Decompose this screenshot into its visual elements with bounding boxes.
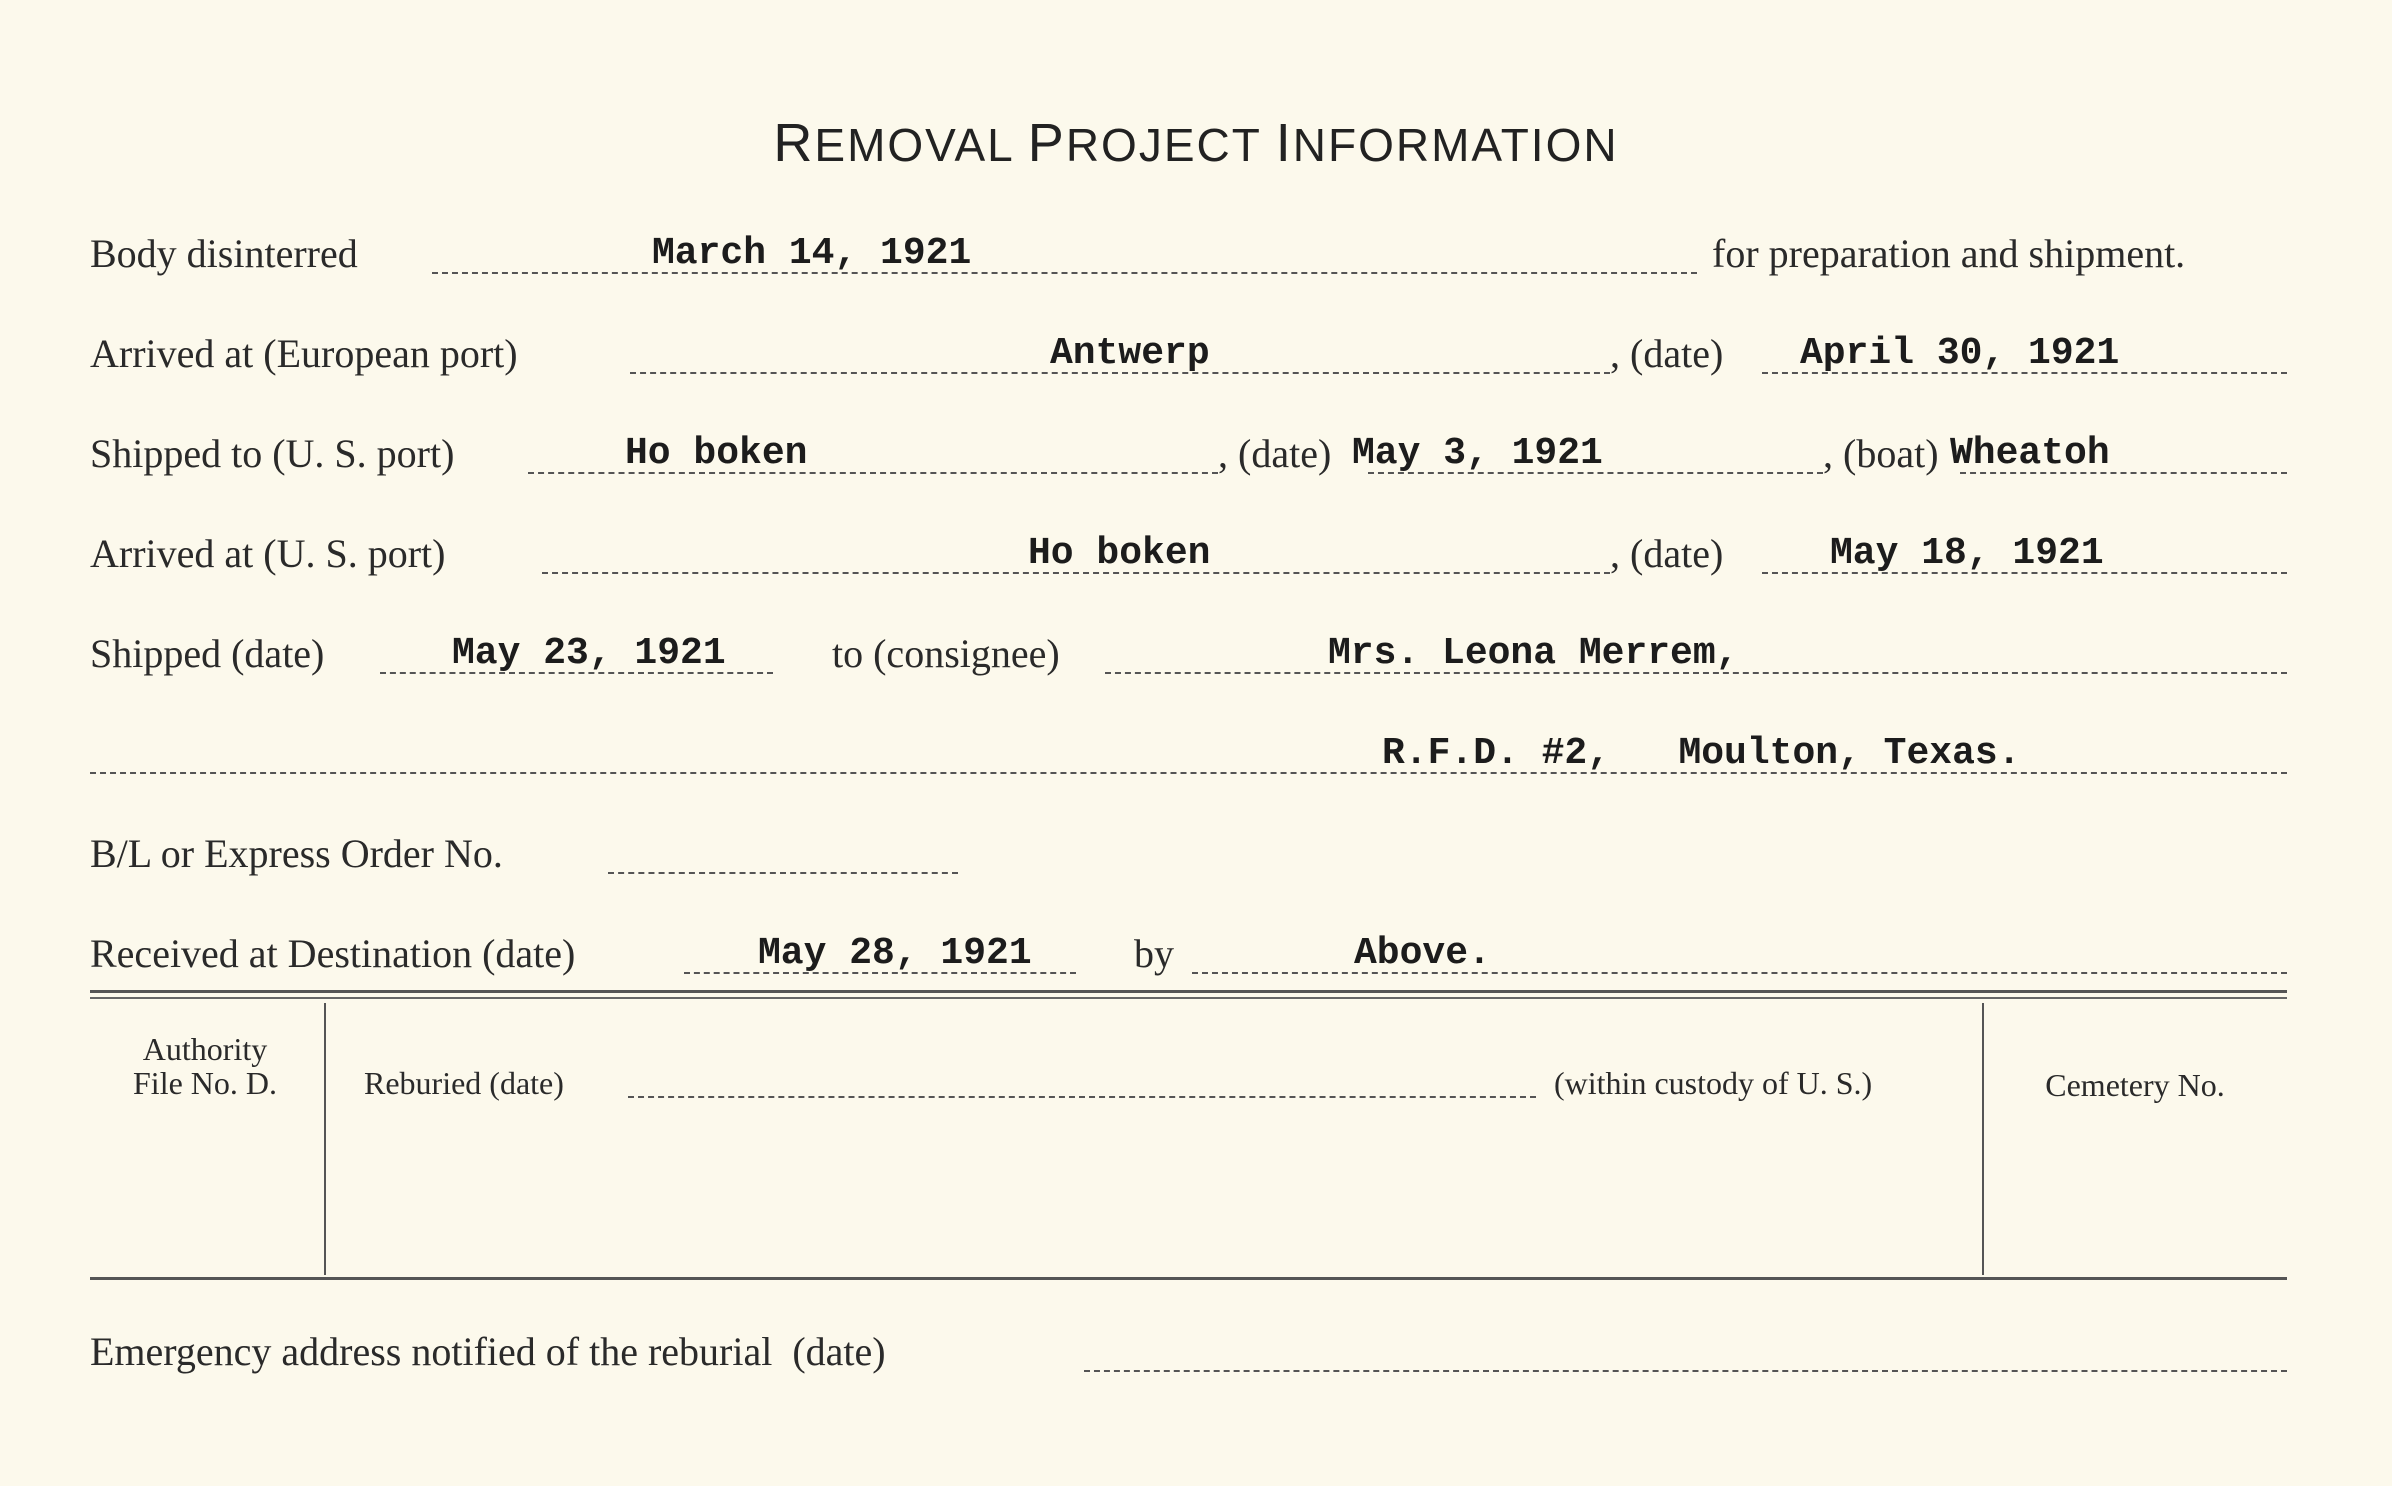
address-value: R.F.D. #2, Moulton, Texas. (1382, 732, 2021, 775)
received-by-value: Above. (1354, 932, 1491, 975)
boat-value: Wheatoh (1950, 432, 2110, 475)
consignee-value: Mrs. Leona Merrem, (1328, 632, 1739, 675)
received-by-label: by (1134, 931, 1174, 976)
row-consignee-address (90, 724, 2287, 784)
box-divider-right (1982, 1003, 1984, 1275)
bl-order-line (608, 872, 958, 874)
body-disinterred-label: Body disinterred (90, 231, 358, 276)
emergency-address-line (1084, 1370, 2287, 1372)
cemetery-no-label: Cemetery No. (2045, 1067, 2225, 1103)
arrived-us-value: Ho boken (1028, 532, 1211, 575)
shipped-date-label: , (date) (1218, 431, 1332, 476)
row-emergency-address (90, 1322, 2287, 1382)
box-bottom-rule (90, 1277, 2287, 1280)
box-top-rule-2 (90, 997, 2287, 999)
box-divider-left (324, 1003, 326, 1275)
shipped-to-label: Shipped to (U. S. port) (90, 431, 455, 476)
shipped-date-value: May 3, 1921 (1352, 432, 1603, 475)
box-top-rule-1 (90, 990, 2287, 993)
row-received-destination (90, 924, 2287, 984)
arrived-date-value: May 18, 1921 (1830, 532, 2104, 575)
body-disinterred-value: March 14, 1921 (652, 232, 972, 275)
emergency-address-label: Emergency address notified of the reburial (date) (90, 1329, 886, 1374)
bl-order-label: B/L or Express Order No. (90, 831, 503, 876)
european-port-value: Antwerp (1050, 332, 1210, 375)
row-european-port (90, 324, 2287, 384)
row-shipped-to-us (90, 424, 2287, 484)
row-shipped-consignee (90, 624, 2287, 684)
boat-label: , (boat) (1823, 431, 1939, 476)
reburied-date-line (628, 1096, 1536, 1098)
row-body-disinterred (90, 224, 2287, 284)
european-port-label: Arrived at (European port) (90, 331, 518, 376)
arrived-us-label: Arrived at (U. S. port) (90, 531, 446, 576)
shipment-suffix-label: for preparation and shipment. (1712, 231, 2186, 276)
shipped-date2-label: Shipped (date) (90, 631, 325, 676)
body-disinterred-line (432, 272, 1697, 274)
received-date-label: Received at Destination (date) (90, 931, 576, 976)
shipped-date2-value: May 23, 1921 (452, 632, 726, 675)
custody-label: (within custody of U. S.) (1554, 1065, 1873, 1101)
european-date-label: , (date) (1610, 331, 1724, 376)
shipped-to-value: Ho boken (625, 432, 808, 475)
european-date-value: April 30, 1921 (1800, 332, 2120, 375)
reburied-date-label: Reburied (date) (364, 1065, 564, 1101)
row-arrived-us-port (90, 524, 2287, 584)
authority-file-label: Authority File No. D. (133, 1031, 277, 1101)
consignee-label: to (consignee) (832, 631, 1060, 676)
received-date-value: May 28, 1921 (758, 932, 1032, 975)
row-bl-order (90, 824, 2287, 884)
page-title: REMOVAL PROJECT INFORMATION (773, 113, 1619, 173)
arrived-date-label: , (date) (1610, 531, 1724, 576)
